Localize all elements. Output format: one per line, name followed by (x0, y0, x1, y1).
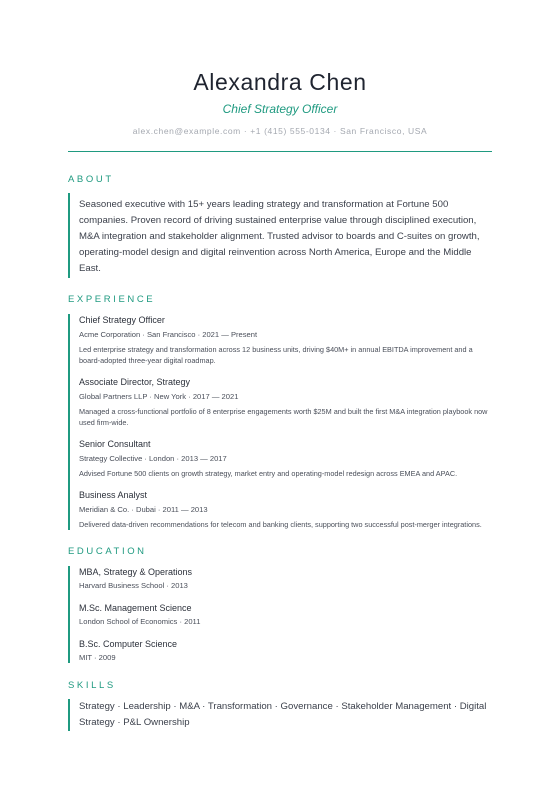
job-role: Chief Strategy Officer (79, 315, 165, 325)
about-heading: ABOUT (68, 174, 114, 185)
experience-item (79, 438, 492, 479)
job-meta: Global Partners LLP · New York · 2017 — 2021 (79, 392, 239, 401)
education-item (79, 638, 492, 663)
header-divider (68, 151, 492, 152)
experience-list (68, 314, 492, 530)
about-text: Seasoned executive with 15+ years leading strategy and transformation at Fortune 500 companies. Proven record of driving sustained enterprise value through disciplined execution, M&A integration and stakeholder alignment. Trusted advisor to boards and C-suites on growth, operating-model design and digital reinvention across North America, Europe and the Middle East. (68, 193, 492, 278)
job-description: Delivered data-driven recommendations for telecom and banking clients, supporting two successful post-merger integrations. (79, 520, 482, 529)
job-description: Managed a cross-functional portfolio of 8 enterprise engagements worth $25M and built the first M&A integration playbook now used firm-wide. (79, 407, 488, 427)
job-meta: Strategy Collective · London · 2013 — 2017 (79, 454, 227, 463)
degree: M.Sc. Management Science (79, 603, 192, 613)
experience-item (79, 489, 492, 530)
job-description: Advised Fortune 500 clients on growth strategy, market entry and operating-model redesign across EMEA and APAC. (79, 469, 458, 478)
candidate-name: Alexandra Chen (193, 69, 367, 95)
job-role: Senior Consultant (79, 439, 151, 449)
job-meta: Acme Corporation · San Francisco · 2021 — Present (79, 330, 258, 339)
job-meta: Meridian & Co. · Dubai · 2011 — 2013 (79, 505, 208, 514)
resume-header (68, 0, 492, 152)
candidate-title: Chief Strategy Officer (222, 102, 338, 116)
job-role: Associate Director, Strategy (79, 377, 191, 387)
experience-heading: EXPERIENCE (68, 294, 156, 305)
experience-item (79, 376, 492, 428)
school-meta: London School of Economics · 2011 (79, 617, 201, 626)
job-role: Business Analyst (79, 490, 148, 500)
education-item (79, 566, 492, 591)
contact-line: alex.chen@example.com · +1 (415) 555-0134 · San Francisco, USA (132, 126, 428, 136)
job-description: Led enterprise strategy and transformation across 12 business units, driving $40M+ in annual EBITDA improvement and a board-adopted three-year digital roadmap. (79, 345, 473, 365)
school-meta: MIT · 2009 (79, 653, 116, 662)
education-list (68, 566, 492, 663)
degree: MBA, Strategy & Operations (79, 567, 193, 577)
education-heading: EDUCATION (68, 546, 147, 557)
skills-heading: SKILLS (68, 680, 116, 691)
education-item (79, 602, 492, 627)
experience-item (79, 314, 492, 366)
degree: B.Sc. Computer Science (79, 639, 178, 649)
skills-text: Strategy · Leadership · M&A · Transformation · Governance · Stakeholder Management · Digital Strategy · P&L Ownership (68, 699, 492, 731)
school-meta: Harvard Business School · 2013 (79, 581, 188, 590)
